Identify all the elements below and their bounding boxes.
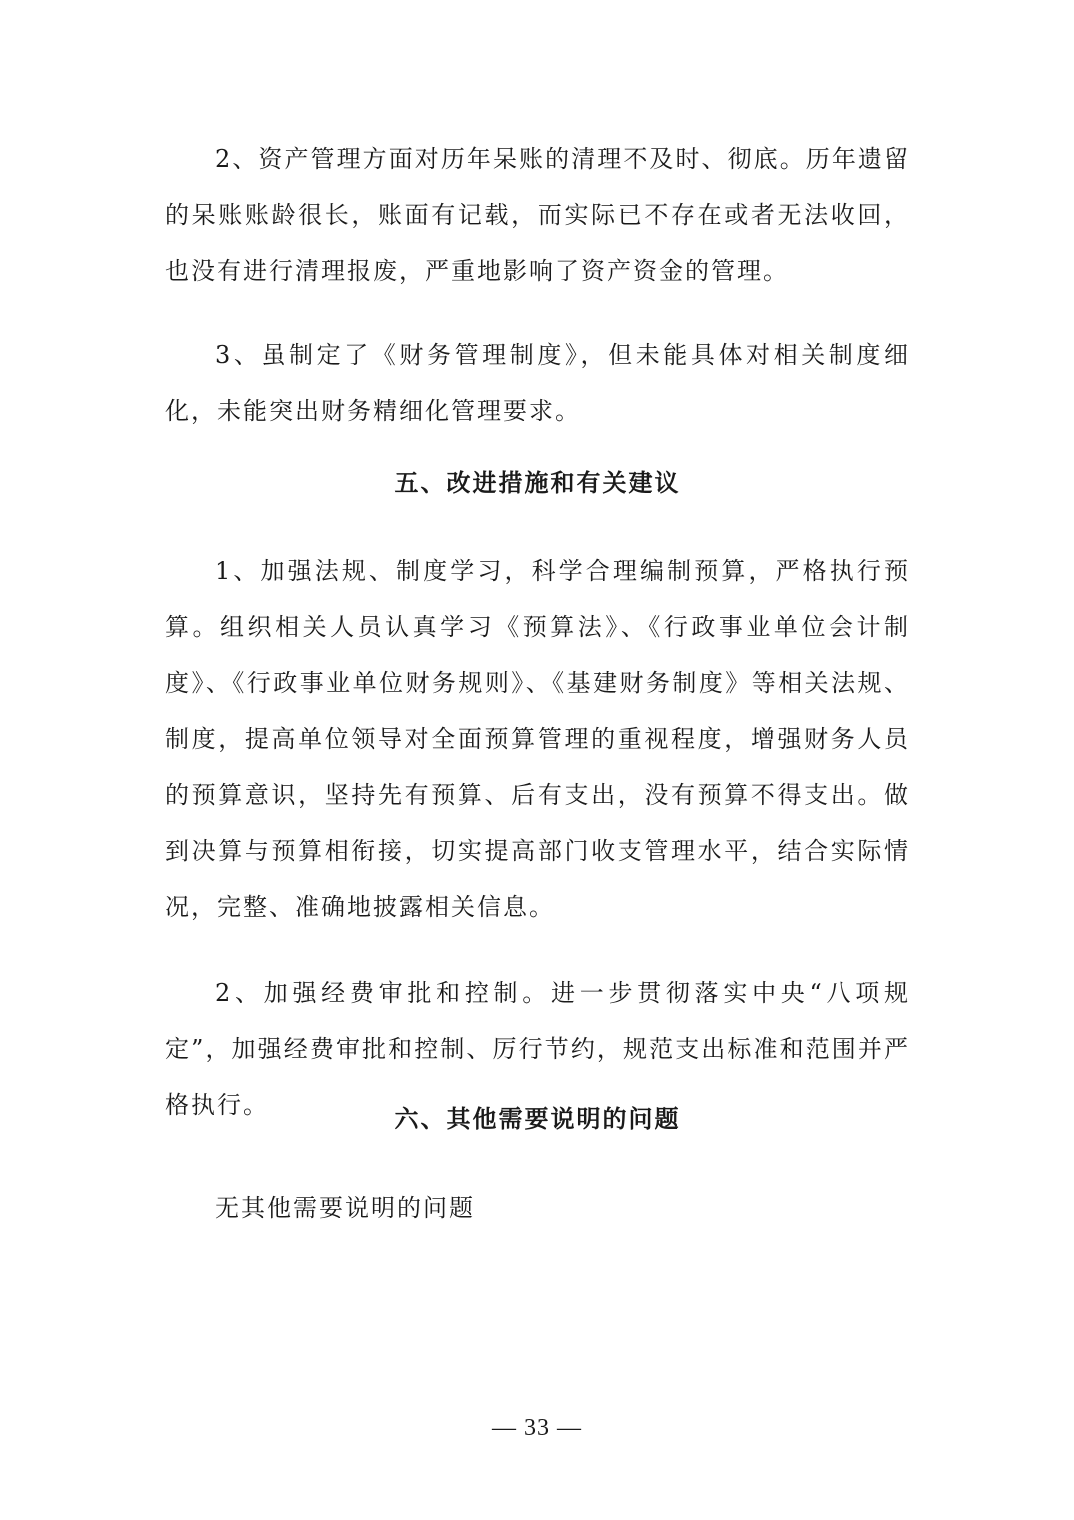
page-number: — 33 — — [492, 1415, 582, 1441]
paragraph-finance-system: 3、虽制定了《财务管理制度》，但未能具体对相关制度细化，未能突出财务精细化管理要求。 — [165, 341, 910, 425]
paragraph-no-other-issues: 无其他需要说明的问题 — [215, 1194, 475, 1222]
paragraph-expense-control: 2、加强经费审批和控制。进一步贯彻落实中央“八项规定”，加强经费审批和控制、厉行节约，规范支出标准和范围并严格执行。 — [165, 979, 910, 1119]
paragraph-asset-management: 2、资产管理方面对历年呆账的清理不及时、彻底。历年遗留的呆账账龄很长，账面有记载，而实际已不存在或者无法收回，也没有进行清理报废，严重地影响了资产资金的管理。 — [165, 145, 910, 285]
section-heading-improvement: 五、改进措施和有关建议 — [394, 468, 681, 497]
section-heading-other: 六、其他需要说明的问题 — [394, 1104, 681, 1133]
paragraph-budget-study: 1、加强法规、制度学习，科学合理编制预算，严格执行预算。组织相关人员认真学习《预算法》、《行政事业单位会计制度》、《行政事业单位财务规则》、《基建财务制度》等相关法规、制度，提高单位领导对全面预算管理的重视程度，增强财务人员的预算意识，坚持先有预算、后有支出，没有预算不得支出。做到决算与预算相衔接，切实提高部门收支管理水平，结合实际情况，完整、准确地披露相关信息。 — [165, 557, 910, 921]
